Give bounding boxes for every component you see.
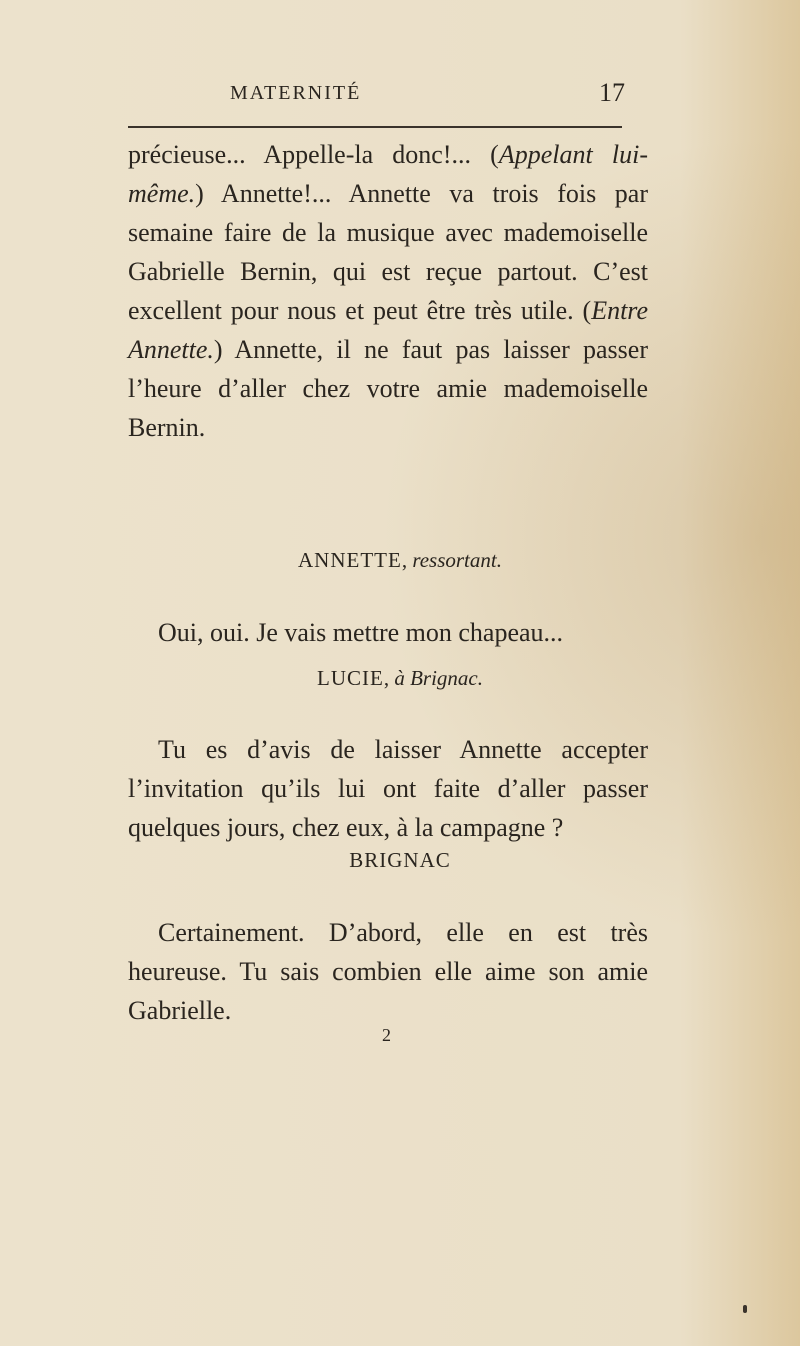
paragraph-2: Oui, oui. Je vais mettre mon chapeau... <box>158 618 564 647</box>
speaker-name: LUCIE <box>317 666 384 690</box>
stage-direction-entre: Entre Annette. <box>128 296 648 364</box>
paragraph-1-text-a: précieuse... Appelle-la donc!... ( <box>128 140 499 169</box>
speaker-name: ANNETTE <box>298 548 402 572</box>
speaker-annette <box>0 548 800 573</box>
speaker-brignac <box>0 848 800 873</box>
paragraph-4: Certainement. D’abord, elle en est très heureuse. Tu sais combien elle aime son amie Gabrielle. <box>128 918 648 1025</box>
stage-direction-appelant: Appelant lui-même. <box>128 140 648 208</box>
signature-mark: 2 <box>382 1025 391 1045</box>
paragraph-1-text-c: ) Annette, il ne faut pas laisser passer l’heure d’aller chez votre amie mademoiselle Bernin. <box>128 335 648 442</box>
header-rule <box>128 126 622 128</box>
paragraph-3: Tu es d’avis de laisser Annette accepter l’invitation qu’ils lui ont faite d’aller passer quelques jours, chez eux, à la campagne ? <box>128 735 648 842</box>
speaker-name: BRIGNAC <box>349 848 451 872</box>
speaker-separator: , <box>401 548 413 572</box>
paragraph-1 <box>128 135 648 447</box>
speaker-direction: ressortant. <box>412 548 502 572</box>
page-number: 17 <box>599 78 625 107</box>
speaker-separator: , <box>383 666 395 690</box>
speaker-direction: à Brignac. <box>394 666 483 690</box>
speaker-lucie <box>0 666 800 691</box>
running-title: MATERNITÉ <box>230 82 362 104</box>
page-header <box>230 78 625 118</box>
ink-spot <box>743 1305 747 1313</box>
paragraph-1-text-b: ) Annette!... Annette va trois fois par semaine faire de la musique avec mademoiselle Gabrielle Bernin, qui est reçue partout. C’est excellent pour nous et peut être très utile. ( <box>128 179 648 325</box>
